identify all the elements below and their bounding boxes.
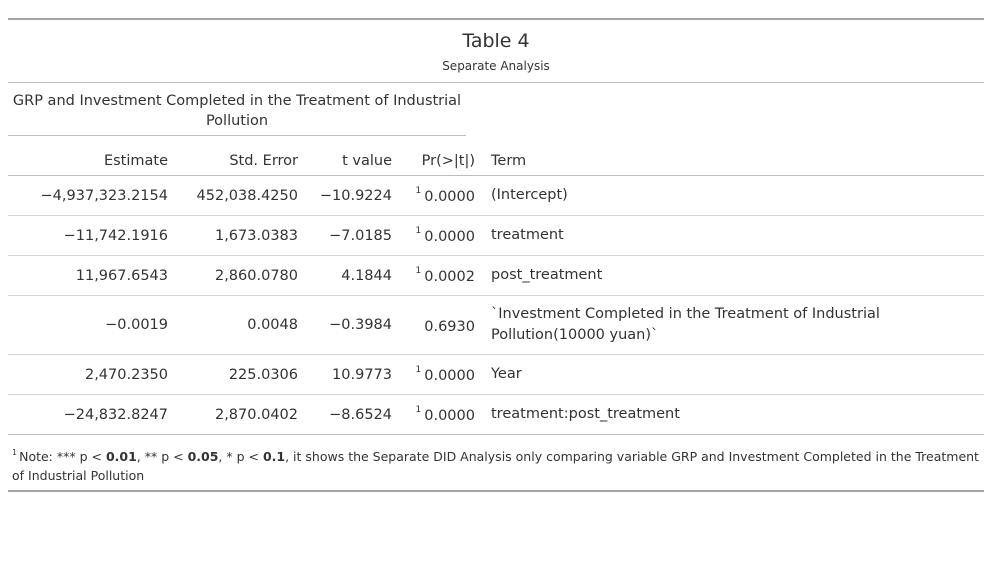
table-row	[8, 395, 984, 435]
footnote-marker: 1	[415, 405, 422, 415]
cell-term: treatment	[483, 216, 984, 256]
table-row	[8, 256, 984, 296]
cell-term: treatment:post_treatment	[483, 395, 984, 435]
cell-p-value	[400, 395, 483, 435]
column-header-row	[8, 136, 984, 176]
cell-estimate: 2,470.2350	[8, 355, 176, 395]
cell-std-error: 225.0306	[176, 355, 306, 395]
footnote-marker: 1	[12, 448, 18, 457]
table-row	[8, 176, 984, 216]
cell-std-error: 2,860.0780	[176, 256, 306, 296]
cell-std-error: 452,038.4250	[196, 187, 298, 204]
footnote-suffix: , it shows the Separate DID Analysis only comparing variable GRP and Investment Completed in the Treatment of Industrial Pollution	[12, 449, 979, 483]
col-header-std-error: Std. Error	[176, 136, 306, 176]
table-subtitle: Separate Analysis	[442, 59, 550, 73]
col-header-t-value: t value	[306, 136, 400, 176]
footnote-marker: 1	[415, 266, 422, 276]
cell-std-error: 0.0048	[176, 296, 306, 355]
table-footnote	[8, 435, 984, 492]
table-row	[8, 216, 984, 256]
cell-t-value: −10.9224	[319, 187, 392, 204]
spanner-row	[8, 83, 984, 136]
p-value-text: 0.0000	[424, 368, 475, 384]
cell-term: `Investment Completed in the Treatment of Industrial Pollution(10000 yuan)`	[483, 296, 984, 355]
cell-p-value	[400, 216, 483, 256]
footnote-marker: 1	[415, 186, 422, 196]
cell-p-value	[400, 176, 483, 216]
cell-term: post_treatment	[483, 256, 984, 296]
p-value-text: 0.0000	[424, 408, 475, 424]
p-value-text: 0.0000	[424, 189, 475, 205]
cell-estimate: −4,937,323.2154	[40, 187, 168, 204]
p-value-text: 0.0002	[424, 269, 475, 285]
column-spanner: GRP and Investment Completed in the Treatment of Industrial Pollution	[8, 83, 466, 136]
cell-p-value	[400, 296, 483, 355]
cell-term: (Intercept)	[491, 187, 568, 203]
footnote-threshold-1: 0.01	[105, 449, 137, 464]
cell-t-value: −8.6524	[306, 395, 400, 435]
col-header-p-value: Pr(>|t|)	[400, 136, 483, 176]
footnote-prefix: Note: *** p <	[19, 449, 106, 464]
table-row	[8, 296, 984, 355]
cell-p-value	[400, 355, 483, 395]
table-title: Table 4	[462, 30, 530, 52]
cell-estimate: −0.0019	[8, 296, 176, 355]
footnote-threshold-2: 0.05	[187, 449, 219, 464]
cell-t-value: −0.3984	[306, 296, 400, 355]
cell-std-error: 1,673.0383	[176, 216, 306, 256]
cell-p-value	[400, 256, 483, 296]
col-header-estimate: Estimate	[8, 136, 176, 176]
footnote-mid-1: , ** p <	[136, 449, 188, 464]
regression-table	[8, 18, 984, 492]
p-value-text: 0.0000	[424, 229, 475, 245]
footnote-mid-2: , * p <	[218, 449, 263, 464]
table-row	[8, 355, 984, 395]
footnote-marker: 1	[415, 226, 422, 236]
cell-estimate: −24,832.8247	[8, 395, 176, 435]
cell-term: Year	[483, 355, 984, 395]
p-value-text: 0.6930	[424, 318, 475, 335]
cell-t-value: 4.1844	[306, 256, 400, 296]
coefficients-table	[8, 136, 984, 435]
col-header-term: Term	[483, 136, 984, 176]
footnote-marker: 1	[415, 365, 422, 375]
cell-t-value: 10.9773	[306, 355, 400, 395]
cell-std-error: 2,870.0402	[176, 395, 306, 435]
cell-estimate: −11,742.1916	[8, 216, 176, 256]
cell-t-value: −7.0185	[306, 216, 400, 256]
cell-estimate: 11,967.6543	[8, 256, 176, 296]
footnote-threshold-3: 0.1	[262, 449, 286, 464]
